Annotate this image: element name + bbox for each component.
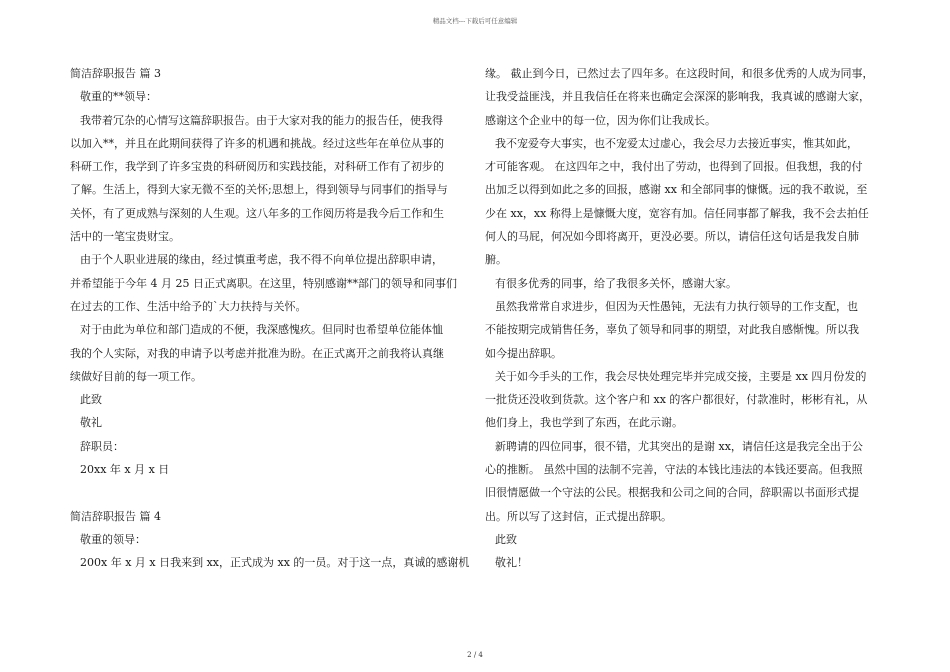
text-line: 并希望能于今年 4 月 25 日正式离职。在这里，特别感谢**部门的领导和同事们: [70, 276, 457, 290]
text-line: 关怀，有了更成熟与深刻的人生观。这八年多的工作阅历将是我今后工作和生: [70, 206, 444, 220]
text-line: 敬礼: [80, 416, 102, 430]
text-line: 感谢这个企业中的每一位，因为你们让我成长。: [485, 113, 716, 127]
text-line: 科研工作，我学到了许多宝贵的科研阅历和实践技能，对科研工作有了初步的: [70, 160, 444, 174]
text-line: 旧很情愿做一个守法的公民。根据我和公司之间的合同，辞职需以书面形式提: [485, 486, 859, 500]
text-line: 在过去的工作、生活中给予的`大力扶持与关怀。: [70, 299, 307, 313]
text-line: 对于由此为单位和部门造成的不便，我深感愧疚。但同时也希望单位能体恤: [80, 323, 443, 337]
text-line: 何人的马屁，何况如今即将离开，更没必要。所以，请信任这句话是我发自肺: [485, 230, 859, 244]
text-line: 200x 年 x 月 x 日我来到 xx，正式成为 xx 的一员。对于这一点，真诚的感谢机: [80, 556, 470, 570]
text-line: 我带着冗杂的心情写这篇辞职报告。由于大家对我的能力的报告任，使我得: [80, 113, 443, 127]
text-line: 新聘请的四位同事，很不错，尤其突出的是谢 xx，请信任这是我完全出于公: [495, 439, 863, 453]
text-line: 辞职员：: [80, 439, 124, 453]
text-line: 不能按期完成销售任务，辜负了领导和同事的期望，对此我自感惭愧。所以我: [485, 323, 859, 337]
text-line: 活中的一笔宝贵财宝。: [70, 230, 180, 244]
text-line: 此致: [495, 532, 517, 546]
text-line: 一批货还没收到货款。这个客户和 xx 的客户都很好，付款准时，彬彬有礼，从: [485, 393, 868, 407]
left-column: [70, 62, 470, 575]
text-line: 敬重的**领导：: [80, 90, 157, 104]
text-line: 让我受益匪浅，并且我信任在将来也确定会深深的影响我，我真诚的感谢大家，: [485, 90, 870, 104]
text-line: 简洁辞职报告 篇 3: [70, 67, 161, 80]
text-line: 缘。 截止到今日，已然过去了四年多。在这段时间，和很多优秀的人成为同事，: [485, 67, 874, 80]
text-line: 出加乏以得到如此之多的回报，感谢 xx 和全部同事的慷慨。远的我不敢说，至: [485, 183, 868, 197]
text-line: 少在 xx，xx 称得上是慷慨大度，宽容有加。信任同事都了解我，我不会去拍任: [485, 206, 869, 220]
text-line: 敬重的领导：: [80, 532, 146, 546]
text-line: 20xx 年 x 月 x 日: [80, 463, 170, 477]
text-line: 他们身上，我也学到了东西，在此示谢。: [485, 416, 683, 430]
page-header: 精品文档---下载后可任意编辑: [432, 17, 518, 25]
right-column: [485, 62, 875, 575]
text-line: 续做好目前的每一项工作。: [70, 369, 202, 383]
text-line: 敬礼！: [495, 556, 528, 570]
text-line: 关于如今手头的工作，我会尽快处理完毕并完成交接，主要是 xx 四月份发的: [495, 369, 867, 383]
text-line: 心的推断。 虽然中国的法制不完善，守法的本钱比违法的本钱还要高。但我照: [485, 463, 863, 477]
text-line: 出。所以写了这封信，正式提出辞职。: [485, 509, 672, 523]
text-line: 有很多优秀的同事，给了我很多关怀，感谢大家。: [495, 276, 737, 290]
text-line: 虽然我常常自求进步，但因为天性愚钝，无法有力执行领导的工作支配，也: [495, 299, 858, 313]
text-line: 腑。: [485, 253, 507, 267]
text-line: 才可能客观。 在这四年之中，我付出了劳动，也得到了回报。但我想，我的付: [485, 160, 863, 174]
text-line: 此致: [80, 393, 102, 407]
text-line: 简洁辞职报告 篇 4: [70, 509, 161, 523]
text-line: 了解。生活上，得到大家无微不至的关怀;思想上，得到领导与同事们的指导与: [70, 183, 448, 197]
text-line: 如今提出辞职。: [485, 346, 562, 360]
text-line: 由于个人职业进展的缘由，经过慎重考虑，我不得不向单位提出辞职申请，: [80, 253, 443, 267]
text-line: 我的个人实际，对我的申请予以考虑并批准为盼。在正式离开之前我将认真继: [70, 346, 444, 360]
text-line: [70, 481, 460, 504]
text-line: 以加入**，并且在此期间获得了许多的机遇和挑战。经过这些年在单位从事的: [70, 136, 444, 150]
page-number: 2 / 4: [467, 651, 483, 659]
text-line: 我不宠爱夸大事实，也不宠爱太过虚心，我会尽力去接近事实，惟其如此，: [495, 136, 858, 150]
